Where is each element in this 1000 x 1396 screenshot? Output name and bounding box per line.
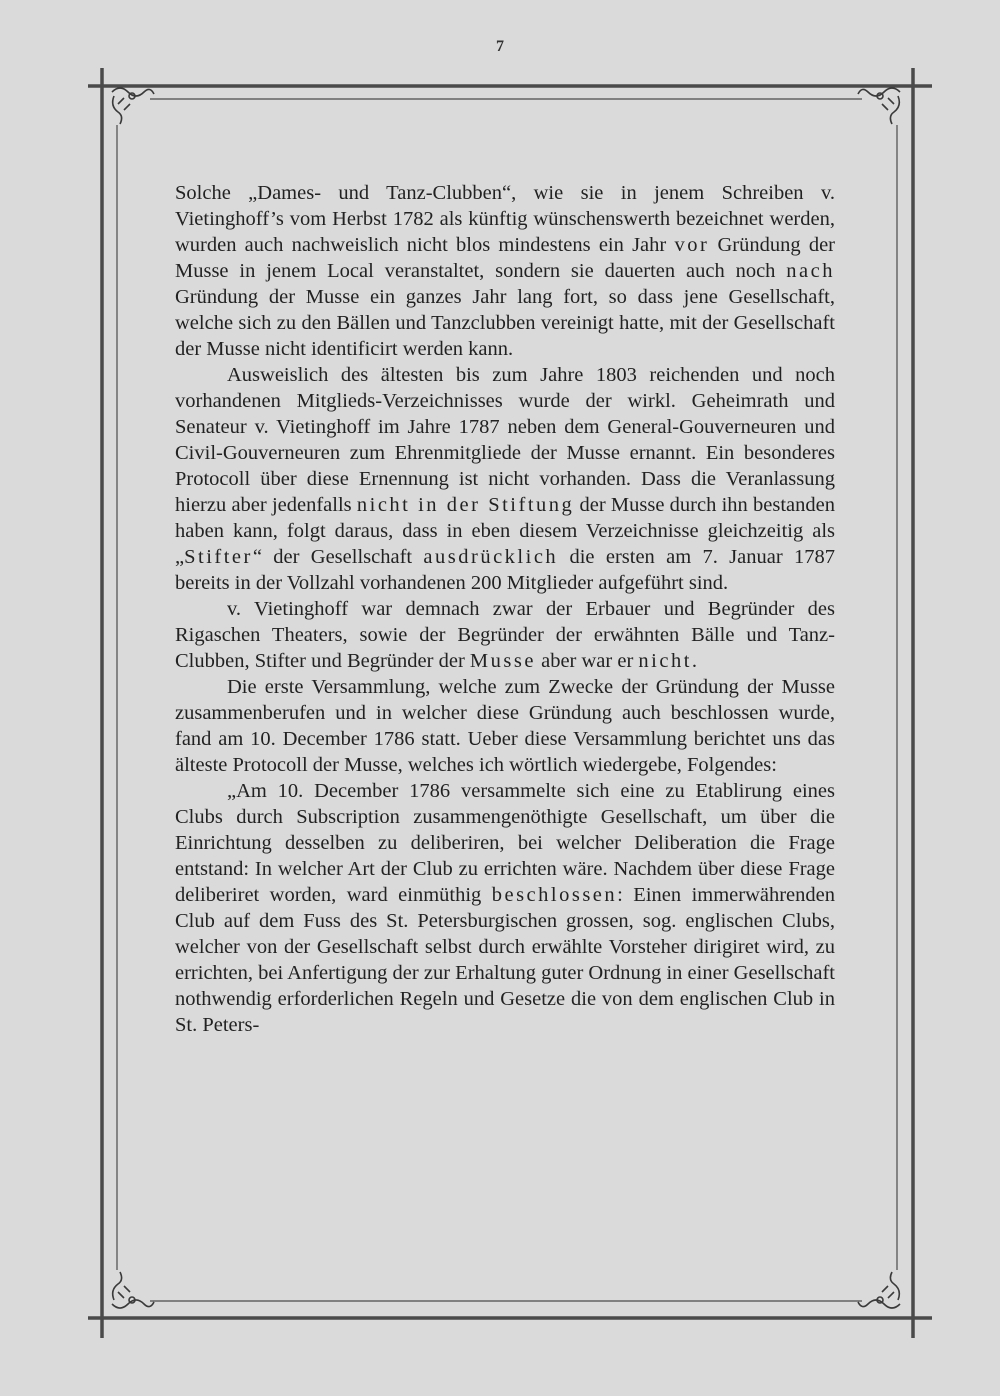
emphasized-text: nach	[786, 260, 835, 282]
paragraph	[175, 674, 835, 778]
emphasized-text: nicht in der Stiftung	[356, 494, 575, 516]
text-run: der Musse durch ihn bestanden haben kann, folgt daraus, dass in eben diesem Verzeichnisse gleichzeitig als „	[175, 494, 835, 568]
corner-ornament-icon	[112, 88, 154, 124]
emphasized-text: nicht	[638, 650, 692, 672]
paragraph	[175, 180, 835, 362]
text-run: Solche „Dames- und Tanz-Clubben“, wie sie in jenem Schreiben v. Vietinghoff’s vom Herbst 1782 als künftig wünschenswerth bezeichnet werden, wurden auch nachweislich nicht blos mindestens ein Jahr	[175, 182, 835, 256]
emphasized-text: vor	[674, 234, 710, 256]
corner-ornament-icon	[112, 1272, 154, 1308]
body-text	[175, 180, 835, 1038]
text-run: Gründung der Musse ein ganzes Jahr lang fort, so dass jene Gesellschaft, welche sich zu den Bällen und Tanzclubben vereinigt hatte, mit der Gesellschaft der Musse nicht identificirt werden kann.	[175, 286, 835, 360]
text-run: v. Vietinghoff war demnach zwar der Erbauer und Begründer des Rigaschen Theaters, sowie der Begründer der erwähnten Bälle und Tanz-Clubben, Stifter und Begründer der	[175, 598, 835, 672]
paragraph	[175, 596, 835, 674]
emphasized-text: ausdrücklich	[423, 546, 559, 568]
paragraph	[175, 362, 835, 596]
text-run: Die erste Versammlung, welche zum Zwecke der Gründung der Musse zusammenberufen und in welcher diese Gründung auch beschlossen wurde, fand am 10. December 1786 statt. Ueber diese Versammlung berichtet uns das älteste Protocoll der Musse, welches ich wörtlich wiedergebe, Folgendes:	[175, 676, 835, 776]
corner-ornament-icon	[858, 1272, 900, 1308]
text-run: die ersten am 7. Januar 1787 bereits in der Vollzahl vorhandenen 200 Mitglieder aufgeführt sind.	[175, 546, 836, 594]
page-number: 7	[496, 38, 504, 55]
text-run: aber war er	[535, 650, 639, 672]
text-run: Gründung der Musse in jenem Local veranstaltet, sondern sie dauerten auch noch	[175, 234, 836, 282]
emphasized-text: Stifter	[184, 546, 253, 568]
text-run: “ der Gesellschaft	[252, 546, 424, 568]
text-run: Ausweislich des ältesten bis zum Jahre 1803 reichenden und noch vorhandenen Mitglieds-Verzeichnisses wurde der wirkl. Geheimrath und Senateur v. Vietinghoff im Jahre 1787 neben dem General-Gouverneuren und Civil-Gouverneuren zum Ehrenmitgliede der Musse ernannt. Ein besonderes Protocoll über diese Ernennung ist nicht vorhanden. Dass die Veranlassung hierzu aber jedenfalls	[175, 364, 835, 516]
text-run: „Am 10. December 1786 versammelte sich eine zu Etablirung eines Clubs durch Subscription zusammengenöthigte Gesellschaft, um über die Einrichtung desselben zu deliberiren, bei welcher Deliberation die Frage entstand: In welcher Art der Club zu errichten wäre. Nachdem über diese Frage deliberiret worden, ward einmüthig	[175, 780, 835, 906]
emphasized-text: Musse	[469, 650, 536, 672]
text-run: .	[691, 650, 698, 672]
corner-ornament-icon	[858, 88, 900, 124]
paragraph	[175, 778, 835, 1038]
emphasized-text: beschlossen	[491, 884, 618, 906]
text-run: : Einen immerwährenden Club auf dem Fuss des St. Petersburgischen grossen, sog. englischen Clubs, welcher von der Gesellschaft selbst durch erwählte Vorsteher dirigiret wird, zu errichten, bei Anfertigung der zur Erhaltung guter Ordnung in einer Gesellschaft nothwendig erforderlichen Regeln und Gesetze die von dem englischen Club in St. Peters-	[175, 884, 836, 1036]
